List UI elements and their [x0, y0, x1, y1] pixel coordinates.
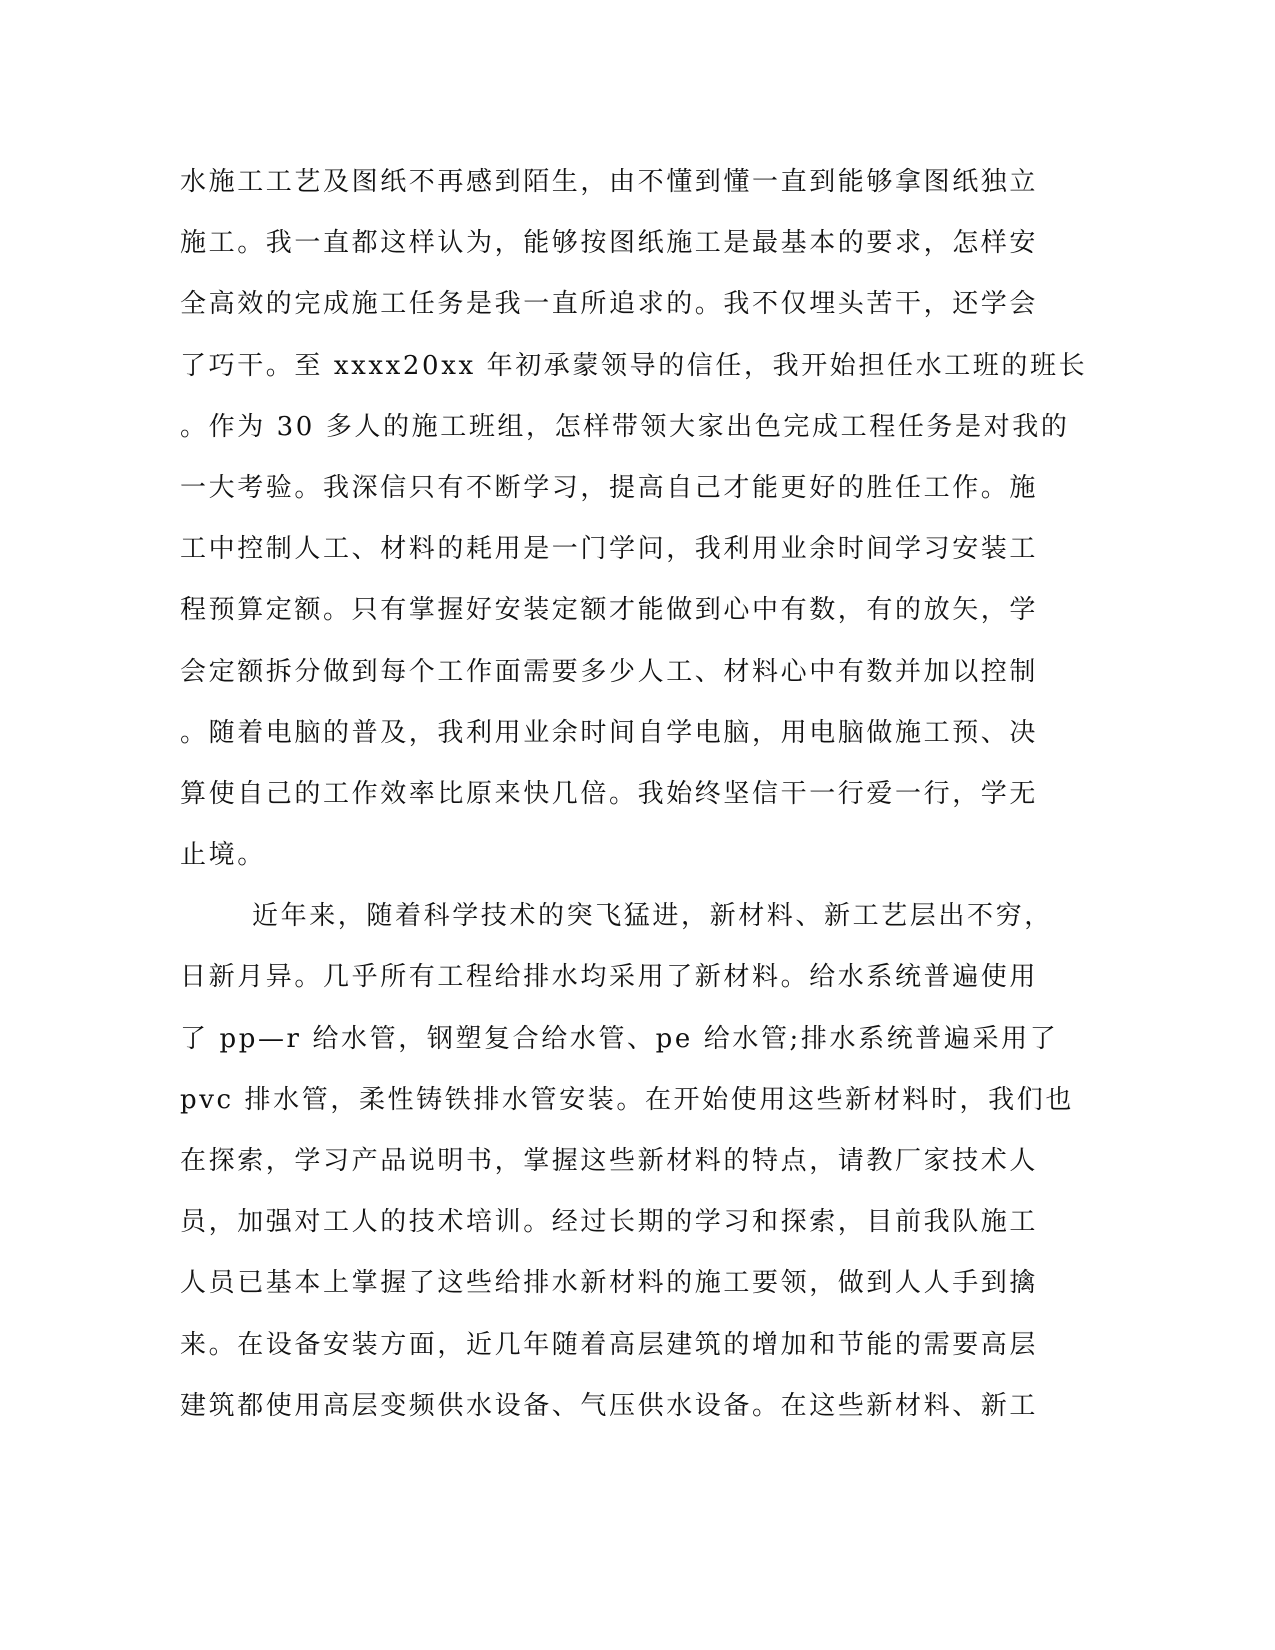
paragraph-line: 工中控制人工、材料的耗用是一门学问，我利用业余时间学习安装工: [180, 534, 1039, 565]
paragraph-line: 施工。我一直都这样认为，能够按图纸施工是最基本的要求，怎样安: [180, 228, 1039, 259]
paragraph-line: 来。在设备安装方面，近几年随着高层建筑的增加和节能的需要高层: [180, 1329, 1039, 1360]
paragraph-line: 日新月异。几乎所有工程给排水均采用了新材料。给水系统普遍使用: [180, 962, 1039, 993]
paragraph-line: 程预算定额。只有掌握好安装定额才能做到心中有数，有的放矢，学: [180, 595, 1039, 626]
paragraph-line: 全高效的完成施工任务是我一直所追求的。我不仅埋头苦干，还学会: [180, 289, 1039, 320]
paragraph-line: 会定额拆分做到每个工作面需要多少人工、材料心中有数并加以控制: [180, 656, 1039, 687]
paragraph-line: 在探索，学习产品说明书，掌握这些新材料的特点，请教厂家技术人: [180, 1146, 1039, 1176]
paragraph-line: 。作为 30 多人的施工班组，怎样带领大家出色完成工程任务是对我的: [180, 411, 1070, 442]
paragraph-line: pvc 排水管，柔性铸铁排水管安装。在开始使用这些新材料时，我们也: [180, 1084, 1074, 1115]
paragraph-2: [180, 886, 1074, 1437]
paragraph-line: 止境。: [180, 840, 266, 871]
paragraph-line: 近年来，随着科学技术的突飞猛进，新材料、新工艺层出不穷，: [252, 901, 1053, 932]
paragraph-line: 算使自己的工作效率比原来快几倍。我始终坚信干一行爱一行，学无: [180, 778, 1039, 809]
paragraph-line: 建筑都使用高层变频供水设备、气压供水设备。在这些新材料、新工: [180, 1390, 1039, 1421]
paragraph-line: 一大考验。我深信只有不断学习，提高自己才能更好的胜任工作。施: [180, 472, 1039, 503]
paragraph-line: 。随着电脑的普及，我利用业余时间自学电脑，用电脑做施工预、决: [180, 717, 1039, 748]
paragraph-line: 了巧干。至 xxxx20xx 年初承蒙领导的信任，我开始担任水工班的班长: [180, 350, 1088, 381]
paragraph-line: 人员已基本上掌握了这些给排水新材料的施工要领，做到人人手到擒: [180, 1268, 1039, 1299]
body-text: [180, 152, 1088, 1437]
paragraph-line: 水施工工艺及图纸不再感到陌生，由不懂到懂一直到能够拿图纸独立: [180, 167, 1039, 197]
paragraph-1: [180, 152, 1088, 886]
paragraph-line: 了 pp—r 给水管，钢塑复合给水管、pe 给水管;排水系统普遍采用了: [180, 1023, 1059, 1054]
paragraph-line: 员，加强对工人的技术培训。经过长期的学习和探索，目前我队施工: [180, 1207, 1039, 1238]
